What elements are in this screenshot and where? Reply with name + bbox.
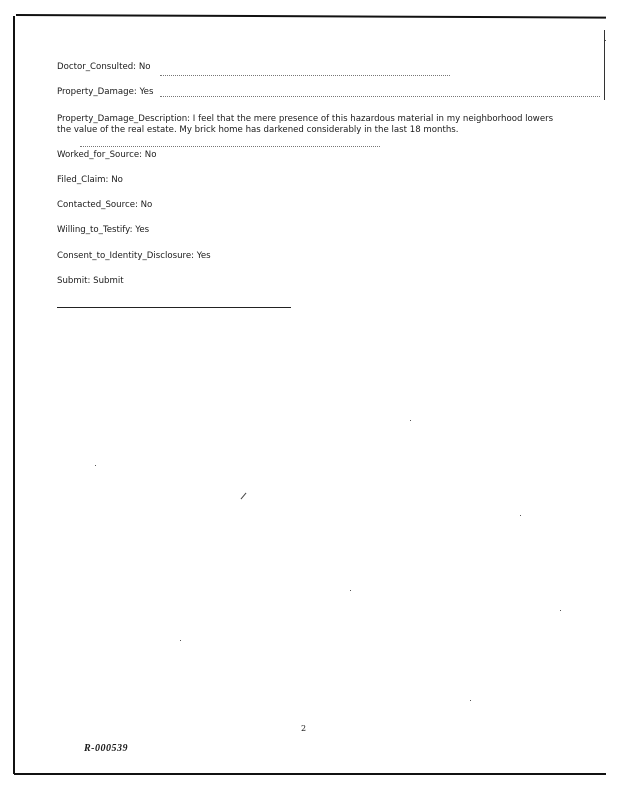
page-border-bottom bbox=[14, 773, 606, 775]
scan-speck bbox=[520, 515, 521, 516]
field-label: Doctor_Consulted: bbox=[57, 62, 137, 72]
field-value: No bbox=[144, 150, 157, 160]
field-label: Property_Damage: bbox=[57, 87, 137, 97]
scan-dashes bbox=[80, 146, 380, 147]
field-property-damage bbox=[57, 87, 153, 98]
field-value: No bbox=[111, 175, 123, 185]
field-value: Submit bbox=[93, 276, 124, 286]
field-label: Property_Damage_Description: bbox=[57, 114, 191, 124]
field-submit bbox=[57, 276, 124, 287]
scan-speck bbox=[470, 700, 471, 701]
field-consent-to-identity-disclosure bbox=[57, 251, 211, 262]
field-value: I feel that the mere presence of this hazardous material in my neighborhood lowers the value of the real estate. My brick home has darkened considerably in the last 18 months. bbox=[57, 114, 554, 135]
field-worked-for-source bbox=[57, 150, 156, 161]
scan-speck bbox=[180, 640, 181, 641]
field-label: Willing_to_Testify: bbox=[57, 225, 133, 235]
scan-speck bbox=[95, 465, 96, 466]
field-value: No bbox=[140, 200, 153, 210]
field-label: Submit: bbox=[57, 276, 91, 286]
field-label: Filed_Claim: bbox=[57, 175, 109, 185]
field-doctor-consulted bbox=[57, 62, 151, 73]
field-willing-to-testify bbox=[57, 225, 149, 236]
field-value: No bbox=[138, 62, 151, 72]
scan-dashes bbox=[160, 96, 600, 97]
page-border-top bbox=[16, 14, 606, 19]
bates-number: R-000539 bbox=[84, 743, 128, 754]
page-border-left bbox=[13, 16, 15, 774]
field-filed-claim bbox=[57, 175, 123, 186]
field-property-damage-description bbox=[57, 114, 557, 136]
scan-dashes bbox=[160, 75, 450, 76]
field-value: Yes bbox=[135, 225, 150, 235]
scan-mark bbox=[241, 493, 247, 500]
scan-speck bbox=[350, 590, 351, 591]
field-label: Contacted_Source: bbox=[57, 200, 138, 210]
field-label: Worked_for_Source: bbox=[57, 150, 143, 160]
scan-speck bbox=[560, 610, 561, 611]
scan-speck bbox=[410, 420, 411, 421]
field-contacted-source bbox=[57, 200, 152, 211]
page-number: 2 bbox=[301, 724, 307, 733]
field-value: Yes bbox=[196, 251, 211, 261]
scan-speck bbox=[605, 40, 606, 41]
field-label: Consent_to_Identity_Disclosure: bbox=[57, 251, 195, 261]
field-value: Yes bbox=[139, 87, 154, 97]
horizontal-rule bbox=[57, 307, 291, 308]
